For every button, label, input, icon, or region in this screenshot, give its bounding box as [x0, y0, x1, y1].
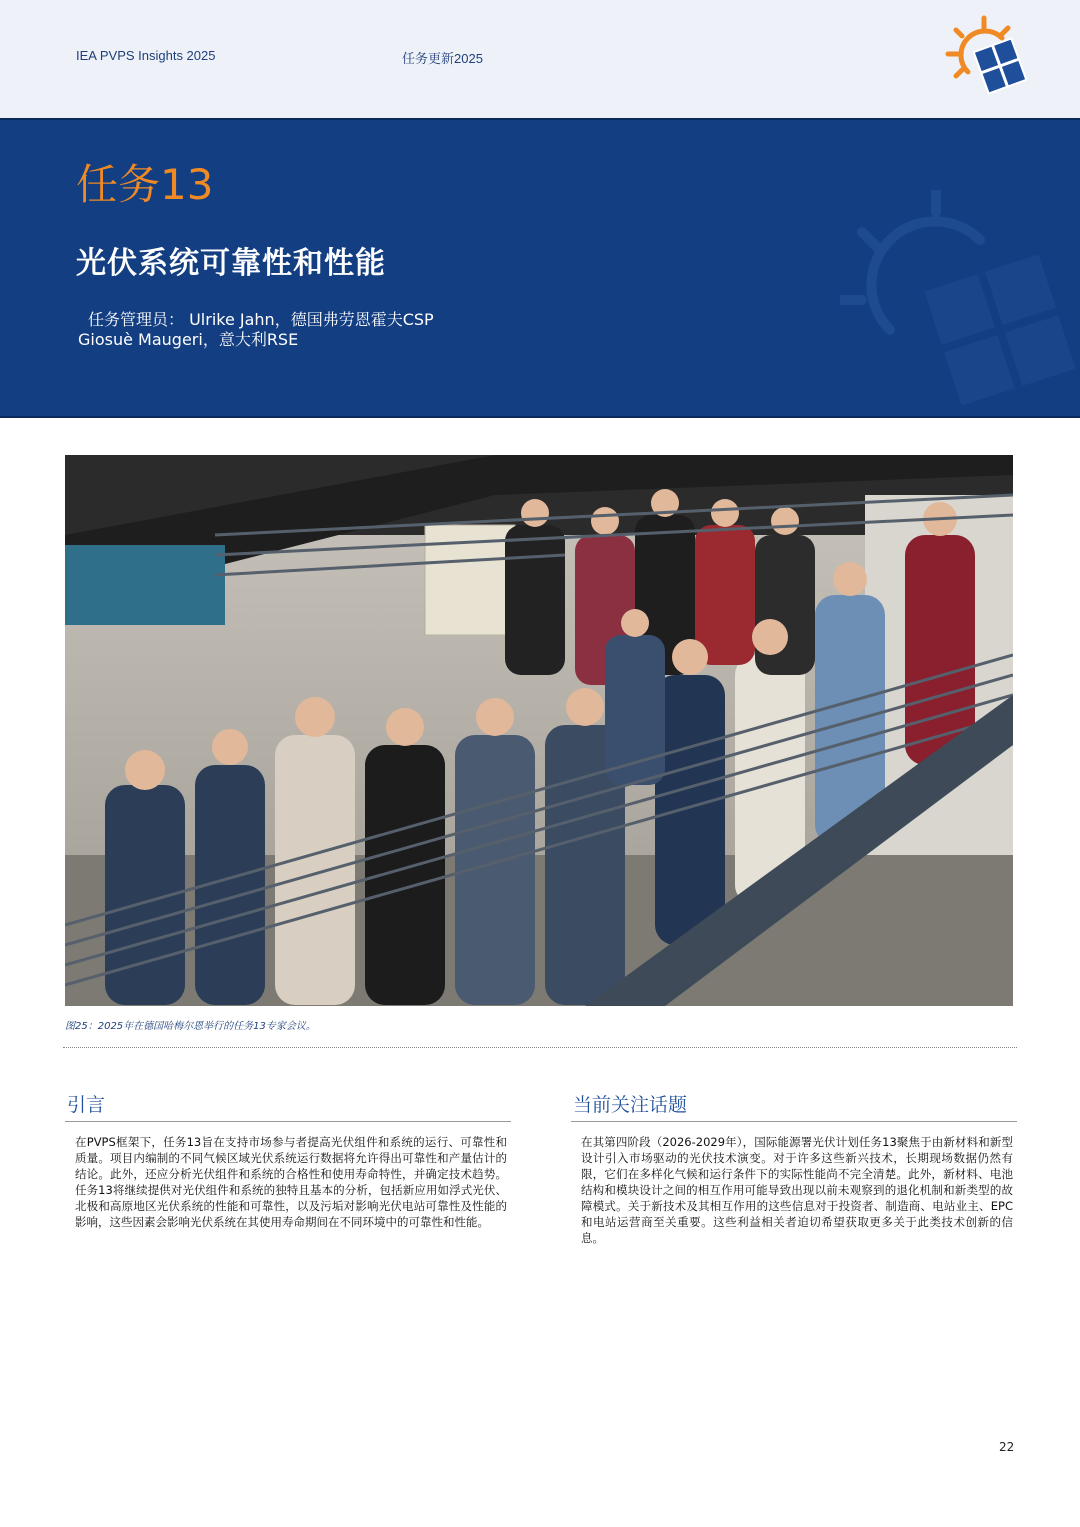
page-header	[0, 0, 1080, 118]
page-number: 22	[999, 1440, 1015, 1454]
topics-heading: 当前关注话题	[573, 1094, 688, 1116]
managers-line-1: 任务管理员： Ulrike Jahn，德国弗劳恩霍夫CSP	[88, 310, 434, 329]
sun-and-solar-panel-watermark-icon	[840, 190, 1080, 418]
intro-heading: 引言	[67, 1094, 106, 1116]
task-subtitle: 光伏系统可靠性和性能	[76, 246, 386, 281]
section-label: 任务更新2025	[402, 51, 483, 66]
publication-title: IEA PVPS Insights 2025	[76, 48, 216, 63]
task-managers	[78, 310, 434, 350]
title-banner	[0, 118, 1080, 418]
section-divider	[63, 1047, 1017, 1048]
topics-heading-rule	[571, 1121, 1017, 1122]
group-photo-staircase	[65, 455, 1013, 1006]
managers-line-2: Giosuè Maugeri，意大利RSE	[78, 330, 299, 349]
group-photo	[65, 455, 1013, 1006]
figure-caption: 图25：2025年在德国哈梅尔恩举行的任务13专家会议。	[65, 1021, 316, 1032]
intro-heading-rule	[65, 1121, 511, 1122]
intro-paragraph: 在PVPS框架下，任务13旨在支持市场参与者提高光伏组件和系统的运行、可靠性和质量。项目内编制的不同气候区域光伏系统运行数据将允许得出可靠性和产量估计的结论。此外，还应分析光伏组件和系统的合格性和使用寿命特性，并确定技术趋势。任务13将继续提供对光伏组件和系统的独特且基本的分析，包括新应用如浮式光伏、北极和高原地区光伏系统的性能和可靠性，以及污垢对影响光伏电站可靠性及性能的影响，这些因素会影响光伏系统在其使用寿命期间在不同环境中的可靠性和性能。	[75, 1135, 507, 1229]
sun-and-solar-panel-icon	[944, 14, 1040, 104]
task-number-title: 任务13	[76, 160, 214, 209]
topics-paragraph: 在其第四阶段（2026-2029年），国际能源署光伏计划任务13聚焦于由新材料和新型设计引入市场驱动的光伏技术演变。对于许多这些新兴技术，长期现场数据仍然有限，它们在多样化气候和运行条件下的实际性能尚不完全清楚。此外，新材料、电池结构和模块设计之间的相互作用可能导致出现以前未观察到的退化机制和新类型的故障模式。关于新技术及其相互作用的这些信息对于投资者、制造商、电站业主、EPC和电站运营商至关重要。这些利益相关者迫切希望获取更多关于此类技术创新的信息。	[581, 1135, 1013, 1245]
